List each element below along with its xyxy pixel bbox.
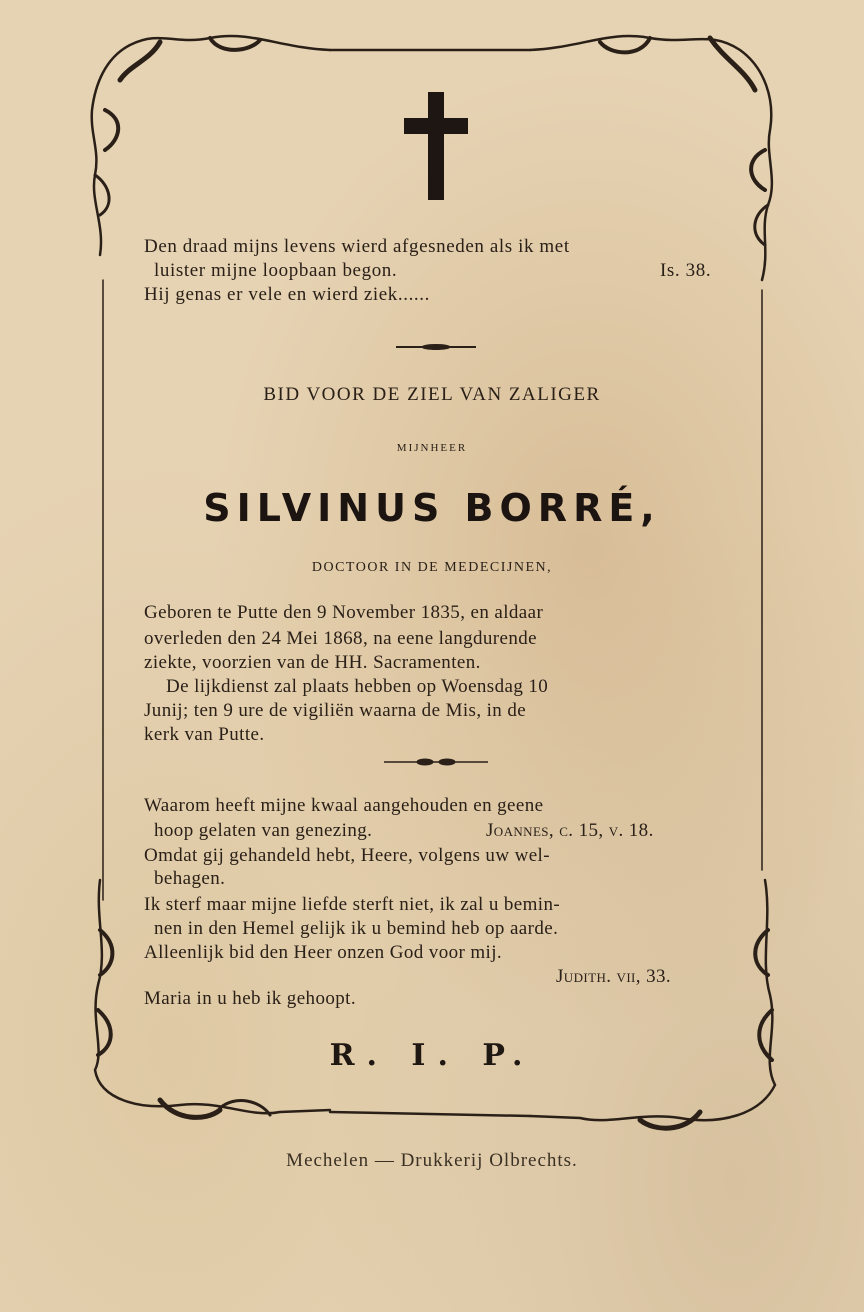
title-mijnheer: MIJNHEER bbox=[396, 442, 468, 454]
verse-b-line-6: nen in den Hemel gelijk ik u bemind heb op aarde. bbox=[154, 918, 559, 939]
verse-b-line-7: Alleenlijk bid den Heer onzen God voor mij. bbox=[144, 942, 503, 963]
bio-line-3: ziekte, voorzien van de HH. Sacramenten. bbox=[144, 652, 481, 673]
bio-line-1: Geboren te Putte den 9 November 1835, en aldaar bbox=[144, 602, 544, 623]
rip-text: R. I. P. bbox=[329, 1038, 535, 1073]
verse-line-1: Den draad mijns levens wierd afgesneden als ik met bbox=[144, 236, 570, 257]
verse-b-line-3: Omdat gij gehandeld hebt, Heere, volgens uw wel- bbox=[144, 845, 550, 866]
bio-line-4: De lijkdienst zal plaats hebben op Woensdag 10 bbox=[166, 676, 549, 697]
verse-b-line-9: Maria in u heb ik gehoopt. bbox=[144, 988, 356, 1009]
verse-b-line-2: hoop gelaten van genezing. bbox=[154, 820, 373, 841]
bio-line-5: Junij; ten 9 ure de vigiliën waarna de Mis, in de bbox=[144, 700, 527, 721]
verse-b-line-4: behagen. bbox=[154, 868, 226, 889]
verse-b-reference-1: Joannes, c. 15, v. 18. bbox=[486, 820, 654, 841]
prayer-heading: BID VOOR DE ZIEL VAN ZALIGER bbox=[263, 384, 601, 405]
verse-reference: Is. 38. bbox=[660, 260, 712, 281]
verse-b-line-1: Waarom heeft mijne kwaal aangehouden en geene bbox=[144, 795, 544, 816]
printer-footer: Mechelen — Drukkerij Olbrechts. bbox=[286, 1150, 578, 1171]
cross-icon bbox=[402, 90, 470, 202]
bio-line-6: kerk van Putte. bbox=[144, 724, 265, 745]
profession: DOCTOOR IN DE MEDECIJNEN, bbox=[311, 560, 553, 575]
deceased-name: SILVINUS BORRÉ, bbox=[203, 486, 661, 530]
verse-b-reference-2: Judith. vii, 33. bbox=[556, 966, 672, 987]
bio-line-2: overleden den 24 Mei 1868, na eene langdurende bbox=[144, 628, 537, 649]
verse-line-3: Hij genas er vele en wierd ziek...... bbox=[144, 284, 430, 305]
verse-line-2: luister mijne loopbaan begon. bbox=[154, 260, 398, 281]
verse-b-line-5: Ik sterf maar mijne liefde sterft niet, ik zal u bemin- bbox=[144, 894, 561, 915]
